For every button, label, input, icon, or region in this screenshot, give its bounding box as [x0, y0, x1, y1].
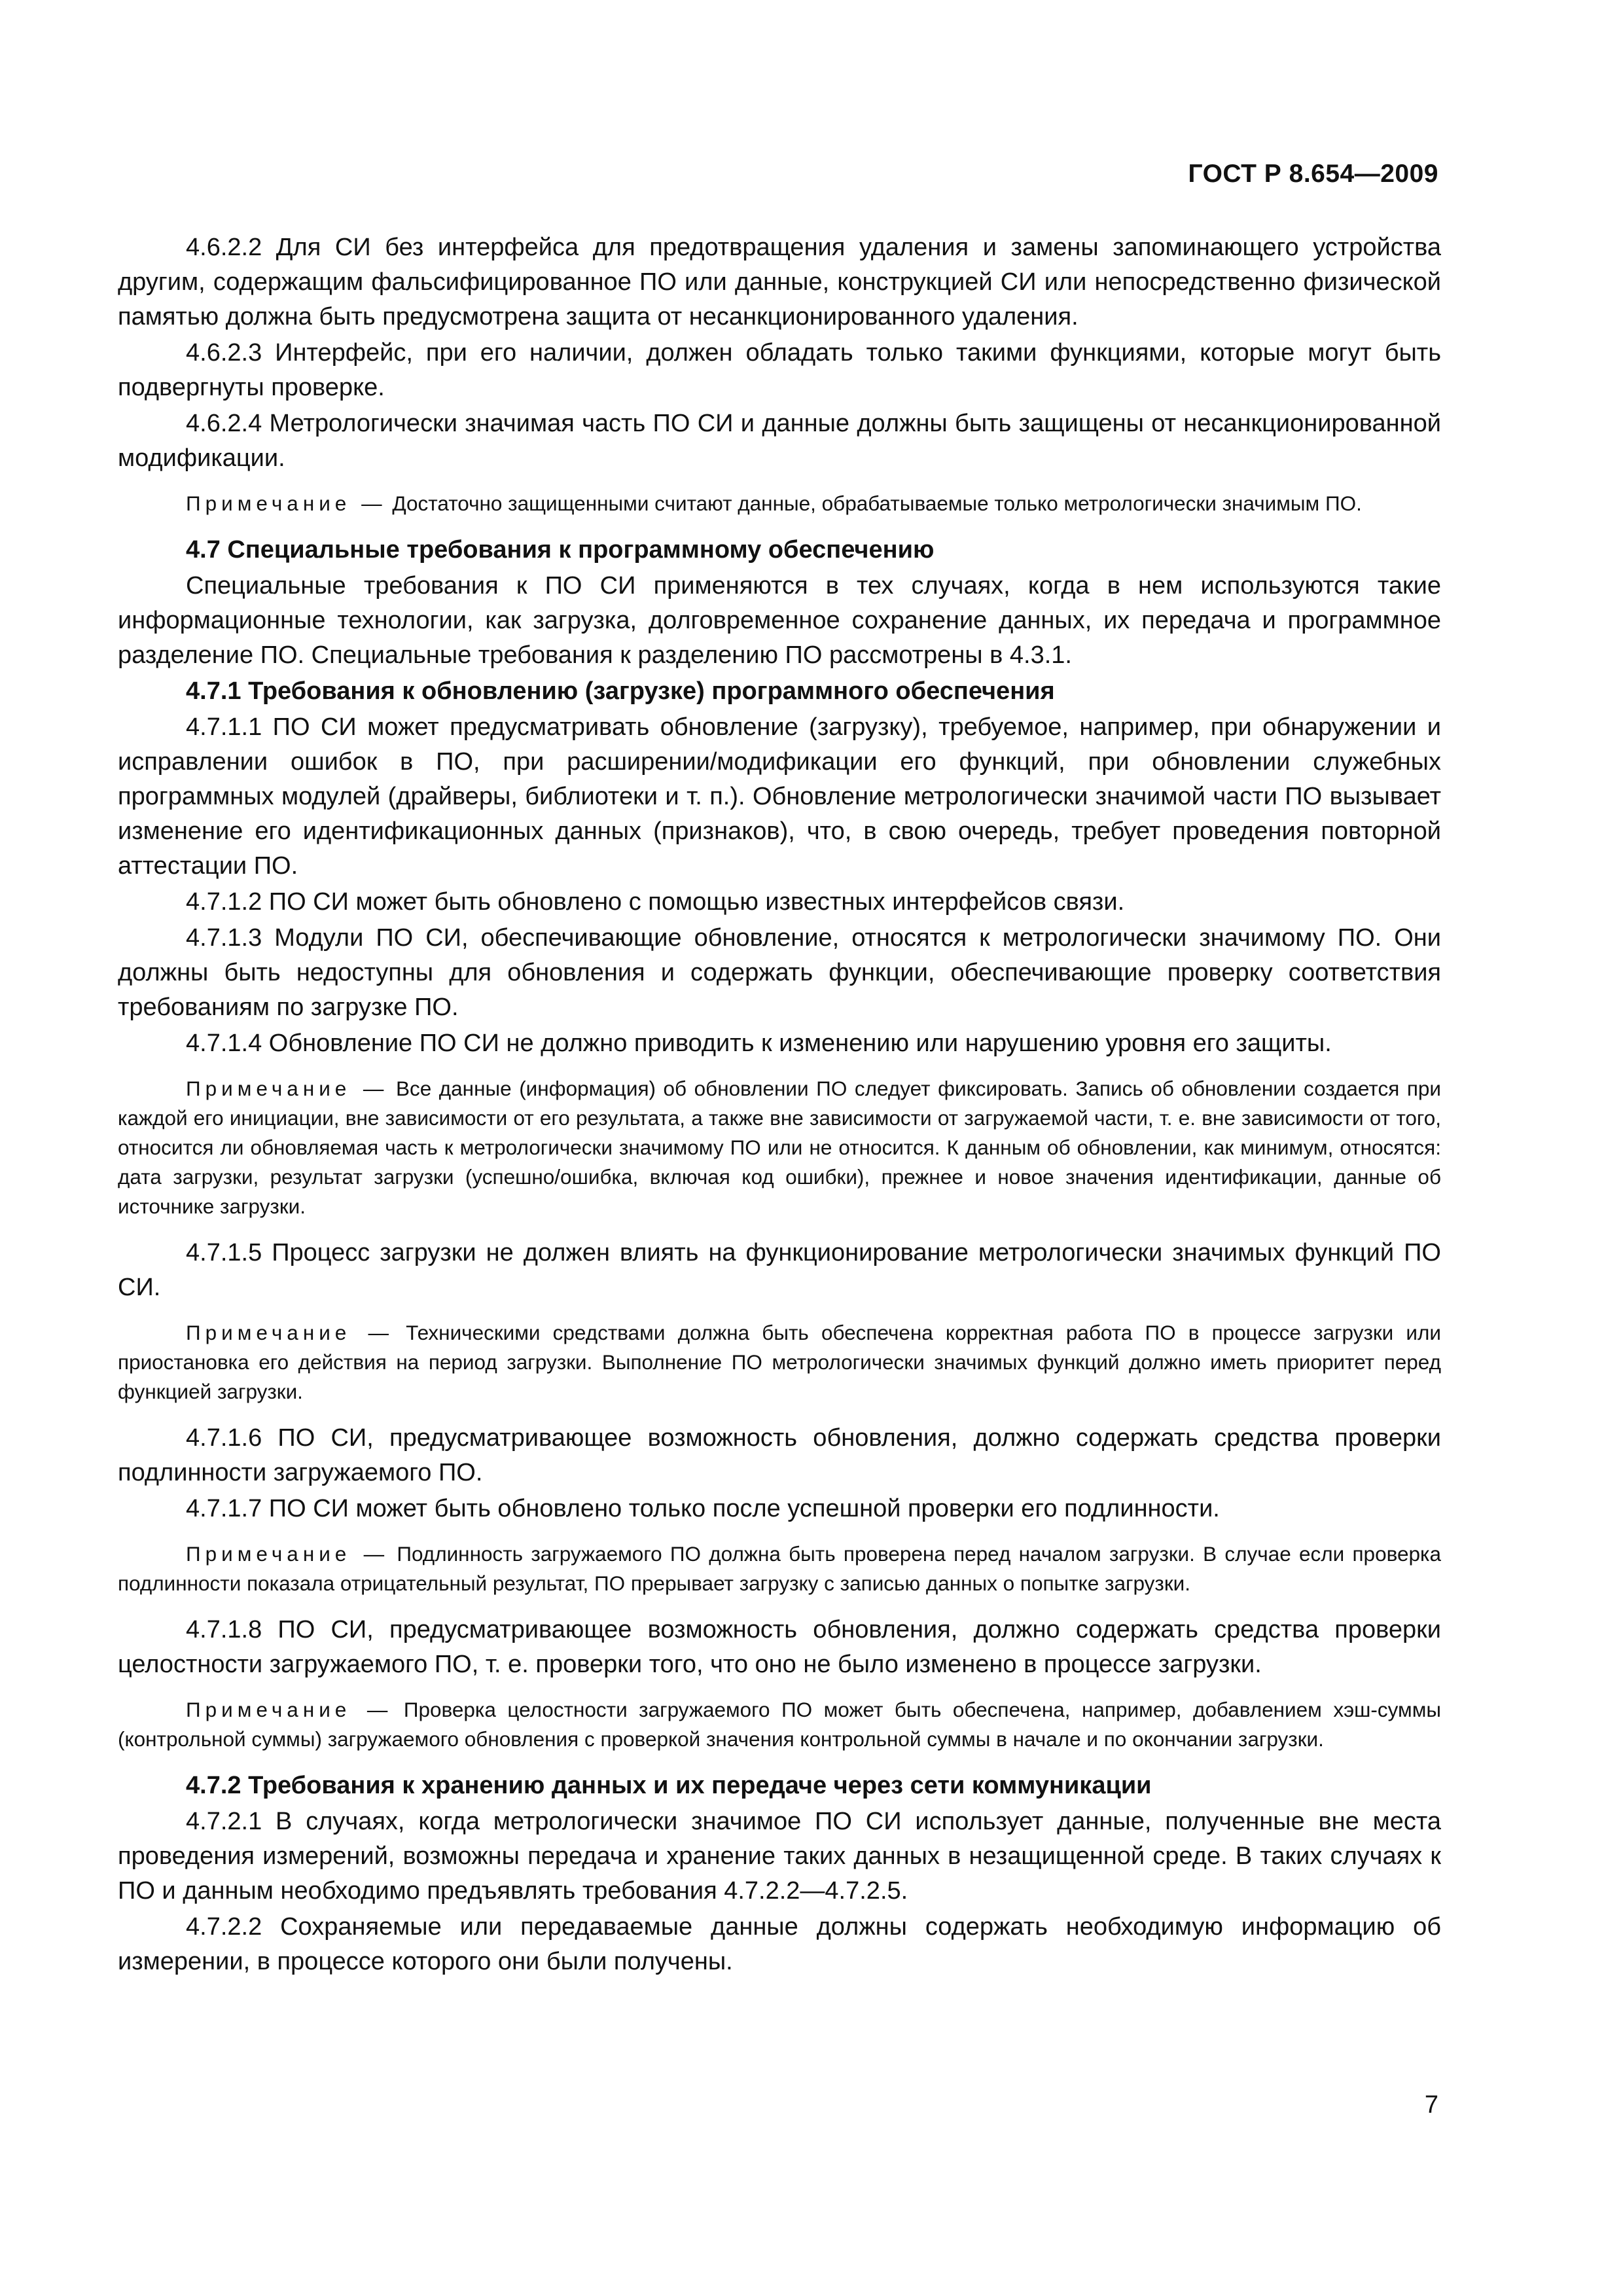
clause-4-7-2-1: 4.7.2.1 В случаях, когда метрологически значимое ПО СИ использует данные, полученные вне места проведения измерений, возможны передача и хранение таких данных в незащищенной среде. В таких случаях к ПО и данным необходимо предъявлять требования 4.7.2.2—4.7.2.5. [118, 1808, 1441, 1905]
clause-4-7-1-4: 4.7.1.4 Обновление ПО СИ не должно приводить к изменению или нарушению уровня его защиты. [186, 1030, 1332, 1057]
clause-4-7-2-2: 4.7.2.2 Сохраняемые или передаваемые данные должны содержать необходимую информацию об измерении, в процессе которого они были получены. [118, 1913, 1441, 1975]
note-2 [118, 1074, 1441, 1221]
note-text: Техническими средствами должна быть обеспечена корректная работа ПО в процессе загрузки или приостановка его действия на период загрузки. Выполнение ПО метрологически значимых функций должно иметь приоритет перед функцией загрузки. [118, 1321, 1441, 1403]
note-text: Подлинность загружаемого ПО должна быть проверена перед началом загрузки. В случае если проверка подлинности показала отрицательный результат, ПО прерывает загрузку с записью данных о попытке загрузки. [118, 1542, 1441, 1595]
page-number: 7 [1424, 2091, 1438, 2119]
note-4 [118, 1539, 1441, 1598]
note-text: Достаточно защищенными считают данные, обрабатываемые только метрологически значимым ПО. [392, 492, 1362, 515]
section-4-7-intro: Специальные требования к ПО СИ применяются в тех случаях, когда в нем используются такие информационные технологии, как загрузка, долговременное сохранение данных, их передача и программное разделение ПО. Специальные требования к разделению ПО рассмотрены в 4.3.1. [118, 572, 1441, 669]
page-body [118, 230, 1441, 1981]
clause-4-7-1-7: 4.7.1.7 ПО СИ может быть обновлено только после успешной проверки его подлинности. [186, 1495, 1220, 1522]
clause-4-6-2-2: 4.6.2.2 Для СИ без интерфейса для предотвращения удаления и замены запоминающего устройства другим, содержащим фальсифицированное ПО или данные, конструкцией СИ или непосредственно физической памятью должна быть предусмотрена защита от несанкционированного удаления. [118, 234, 1441, 331]
clause-4-7-1-3: 4.7.1.3 Модули ПО СИ, обеспечивающие обновление, относятся к метрологически значимому ПО. Они должны быть недоступны для обновления и содержать функции, обеспечивающие проверку соответствия требованиям по загрузке ПО. [118, 924, 1441, 1021]
clause-4-6-2-4: 4.6.2.4 Метрологически значимая часть ПО СИ и данные должны быть защищены от несанкционированной модификации. [118, 410, 1441, 472]
clause-4-7-1-8: 4.7.1.8 ПО СИ, предусматривающее возможность обновления, должно содержать средства проверки целостности загружаемого ПО, т. е. проверки того, что оно не было изменено в процессе загрузки. [118, 1616, 1441, 1678]
clause-4-7-1-2: 4.7.1.2 ПО СИ может быть обновлено с помощью известных интерфейсов связи. [186, 888, 1125, 916]
standard-designation: ГОСТ Р 8.654—2009 [1188, 160, 1438, 188]
note-label: Примечание — [186, 1698, 393, 1721]
clause-4-6-2-3: 4.6.2.3 Интерфейс, при его наличии, должен обладать только такими функциями, которые могут быть подвергнуты проверке. [118, 339, 1441, 401]
note-label: Примечание — [186, 492, 387, 515]
note-3 [118, 1318, 1441, 1407]
section-heading-4-7: 4.7 Специальные требования к программному обеспечению [186, 536, 935, 564]
note-1 [118, 489, 1441, 518]
subsection-heading-4-7-2: 4.7.2 Требования к хранению данных и их передаче через сети коммуникации [186, 1772, 1152, 1799]
note-text: Проверка целостности загружаемого ПО может быть обеспечена, например, добавлением хэш-суммы (контрольной суммы) загружаемого обновления с проверкой значения контрольной суммы в начале и по окончании загрузки. [118, 1698, 1442, 1751]
note-5 [118, 1695, 1441, 1754]
clause-4-7-1-5: 4.7.1.5 Процесс загрузки не должен влиять на функционирование метрологически значимых функций ПО СИ. [118, 1239, 1441, 1301]
note-label: Примечание — [186, 1321, 393, 1344]
clause-4-7-1-6: 4.7.1.6 ПО СИ, предусматривающее возможность обновления, должно содержать средства проверки подлинности загружаемого ПО. [118, 1424, 1441, 1486]
subsection-heading-4-7-1: 4.7.1 Требования к обновлению (загрузке) программного обеспечения [186, 677, 1055, 705]
note-text: Все данные (информация) об обновлении ПО следует фиксировать. Запись об обновлении создается при каждой его инициации, вне зависимости от его результата, а также вне зависимости от загружаемой части, т. е. вне зависимости от того, относится ли обновляемая часть к метрологически значимому ПО или не относится. К данным об обновлении, как минимум, относятся: дата загрузки, результат загрузки (успешно/ошибка, включая код ошибки), прежнее и новое значения идентификации, данные об источнике загрузки. [118, 1077, 1442, 1218]
note-label: Примечание — [186, 1077, 389, 1100]
clause-4-7-1-1: 4.7.1.1 ПО СИ может предусматривать обновление (загрузку), требуемое, например, при обнаружении и исправлении ошибок в ПО, при расширении/модификации его функций, при обновлении служебных программных модулей (драйверы, библиотеки и т. п.). Обновление метрологически значимой части ПО вызывает изменение его идентификационных данных (признаков), что, в свою очередь, требует проведения повторной аттестации ПО. [118, 713, 1441, 880]
note-label: Примечание — [186, 1542, 389, 1566]
